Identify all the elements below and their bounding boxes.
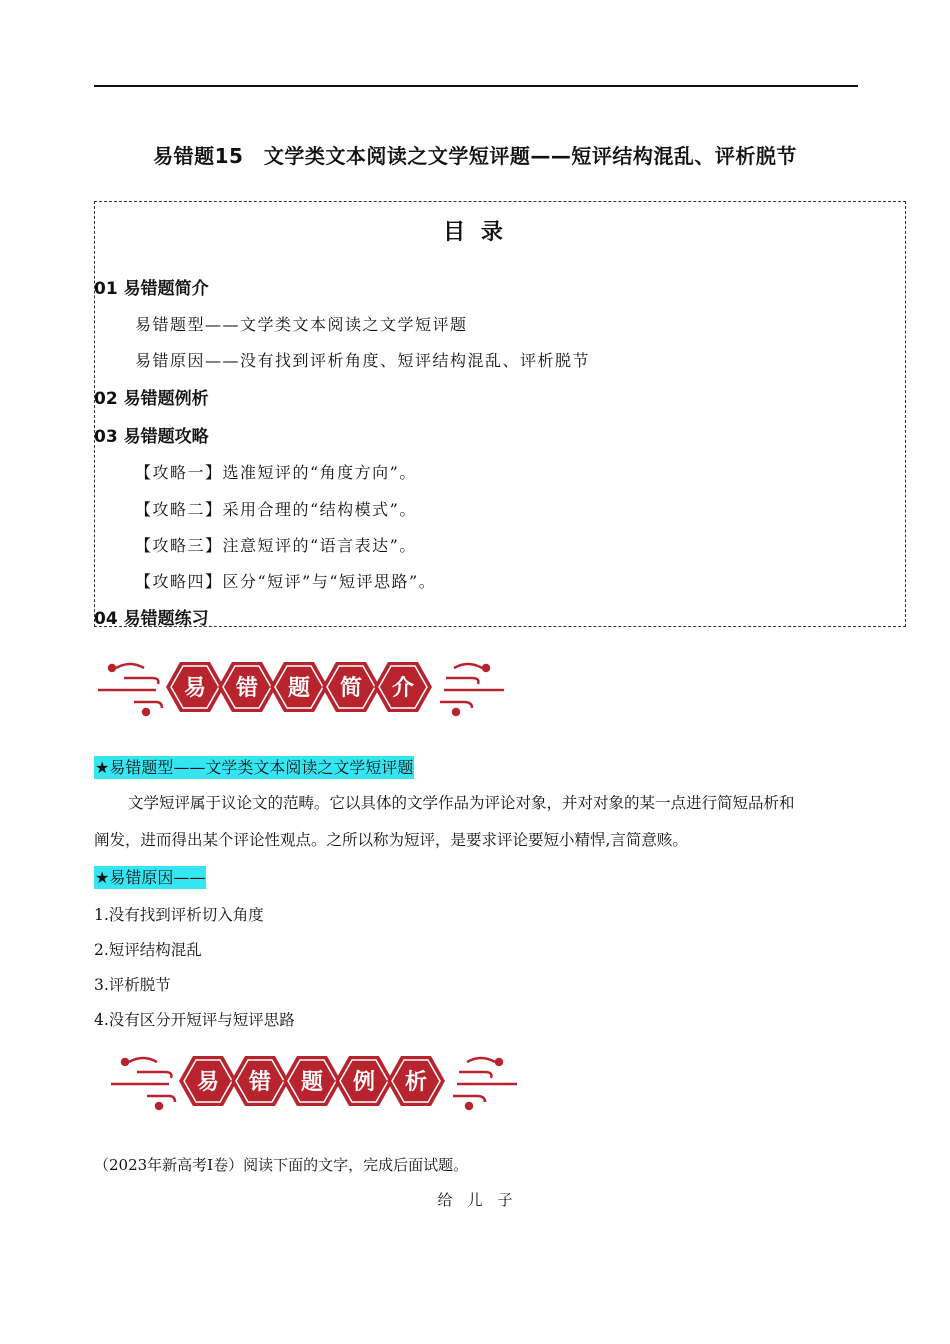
toc-item-strategy-1[interactable]: 【攻略一】选准短评的“角度方向”。 <box>135 463 417 482</box>
section-banner-example <box>107 1048 522 1114</box>
banner-example-char-2: 错 <box>248 1070 272 1095</box>
toc-item-strategy-3[interactable]: 【攻略三】注意短评的“语言表达”。 <box>135 536 417 555</box>
type-paragraph-line-1: 文学短评属于议论文的范畴。它以具体的文学作品为评论对象，并对对象的某一点进行简短品析和 <box>128 794 795 812</box>
reason-item-2: 2.短评结构混乱 <box>94 941 202 959</box>
banner-intro-char-5: 介 <box>391 676 415 701</box>
toc-item-strategy-2[interactable]: 【攻略二】采用合理的“结构模式”。 <box>135 500 417 519</box>
banner-intro-char-4: 简 <box>339 676 363 701</box>
banner-example-char-4: 例 <box>352 1070 376 1095</box>
banner-example-char-3: 题 <box>300 1070 324 1095</box>
toc-box <box>94 201 906 627</box>
section-banner-intro <box>94 654 509 720</box>
reason-item-1: 1.没有找到评析切入角度 <box>94 906 264 924</box>
toc-section-strategy[interactable]: 03 易错题攻略 <box>94 427 209 447</box>
type-heading: ★易错题型——文学类文本阅读之文学短评题 <box>95 758 414 777</box>
left-cloud-ornament <box>98 664 162 715</box>
passage-title: 给 儿 子 <box>437 1191 513 1209</box>
left-cloud-ornament <box>111 1058 175 1109</box>
right-cloud-ornament <box>440 664 504 715</box>
banner-intro-char-1: 易 <box>183 676 207 701</box>
right-cloud-ornament <box>453 1058 517 1109</box>
reason-item-4: 4.没有区分开短评与短评思路 <box>94 1011 295 1029</box>
toc-section-intro[interactable]: 01 易错题简介 <box>94 279 209 299</box>
toc-section-example[interactable]: 02 易错题例析 <box>94 389 209 409</box>
banner-intro-char-3: 题 <box>287 676 311 701</box>
banner-intro-char-2: 错 <box>235 676 259 701</box>
reason-heading: ★易错原因—— <box>95 868 206 887</box>
banner-example-char-5: 析 <box>404 1070 428 1095</box>
toc-item-type[interactable]: 易错题型——文学类文本阅读之文学短评题 <box>135 315 468 334</box>
toc-heading: 目 录 <box>443 220 507 245</box>
example-source-line: （2023年新高考Ⅰ卷）阅读下面的文字，完成后面试题。 <box>94 1156 469 1174</box>
toc-item-reason[interactable]: 易错原因——没有找到评析角度、短评结构混乱、评析脱节 <box>135 351 591 370</box>
banner-example-char-1: 易 <box>196 1070 220 1095</box>
document-title: 易错题15 文学类文本阅读之文学短评题——短评结构混乱、评析脱节 <box>153 144 797 168</box>
type-paragraph-line-2: 阐发，进而得出某个评论性观点。之所以称为短评，是要求评论要短小精悍,言简意赅。 <box>94 831 688 849</box>
toc-section-practice[interactable]: 04 易错题练习 <box>94 609 209 629</box>
reason-item-3: 3.评析脱节 <box>94 976 171 994</box>
toc-item-strategy-4[interactable]: 【攻略四】区分“短评”与“短评思路”。 <box>135 572 437 591</box>
header-rule <box>94 85 858 87</box>
